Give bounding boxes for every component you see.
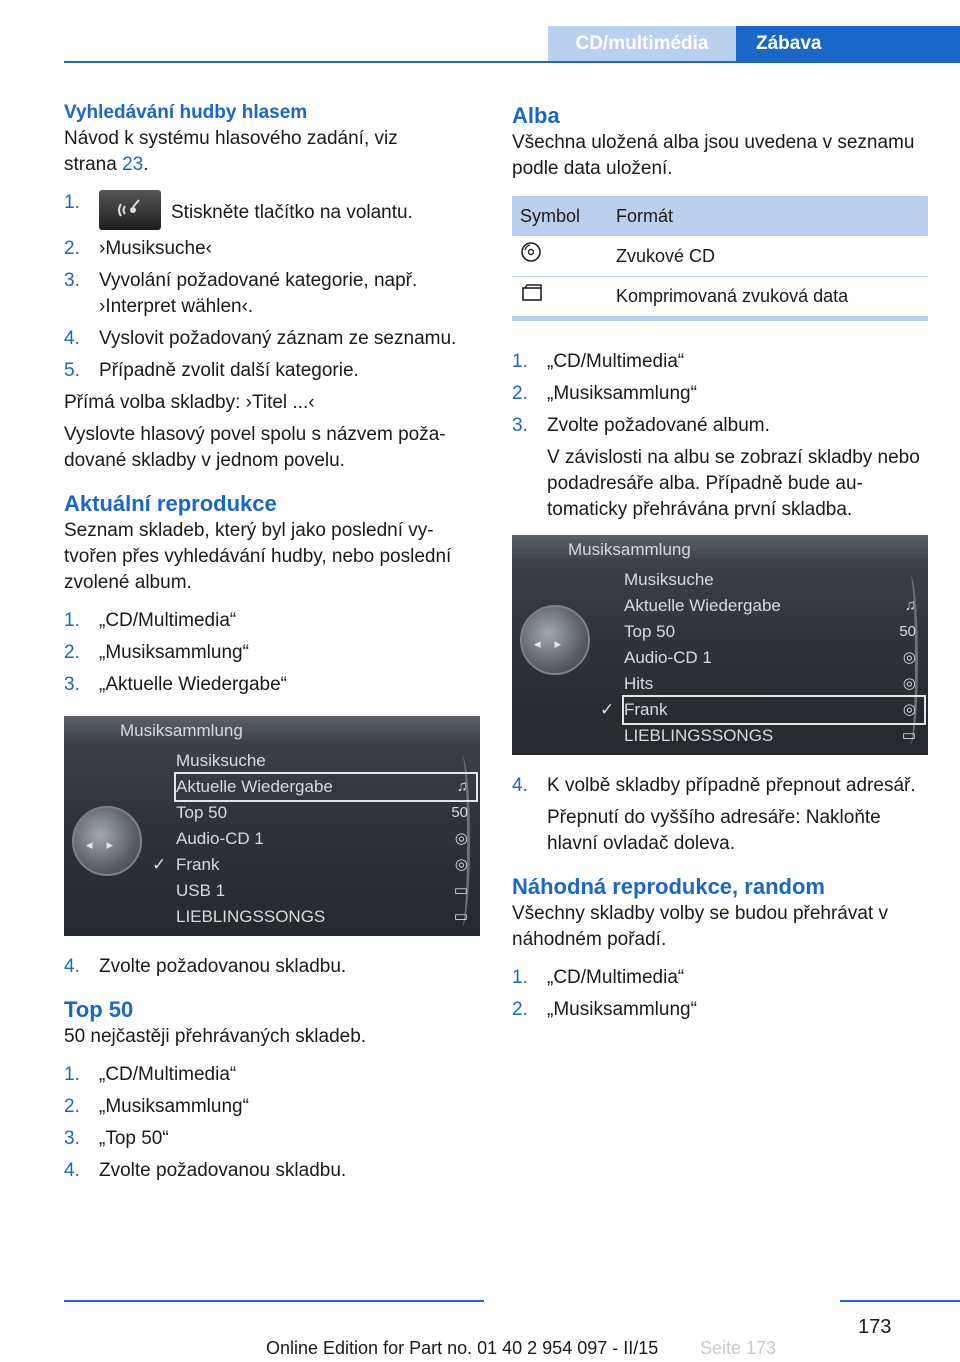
section-tab[interactable]: CD/multimédia xyxy=(548,26,736,62)
left-column xyxy=(64,100,480,1190)
menu-row: Top 50 50 xyxy=(176,803,468,822)
list-item: 4. Zvolte požadovanou skladbu. xyxy=(64,956,347,977)
menu-row: LIEBLINGSSONGS ▭ xyxy=(624,725,916,745)
menu-row: ✓ Frank ◎ xyxy=(152,855,468,874)
list-item: 3. Zvolte požadované album. V závislosti na albu se zobrazí skladby nebo podadresáře alba. Případně bude automaticky přehrávána první skladba. xyxy=(512,414,920,520)
menu-row: USB 1 ▭ xyxy=(176,881,468,900)
idrive-screenshot: Musiksammlung ◂▸ Musiksuche Aktuelle Wiedergabe ♫ Top 50 50 Audio-CD 1 ◎ Hits ◎ ✓ Frank ◎ LIEBLINGSSONGS ▭ xyxy=(512,535,928,755)
list-item: 4. Zvolte požadovanou skladbu. xyxy=(64,1160,347,1181)
voice-heading: Vyhledávání hudby hlasem xyxy=(64,102,308,123)
album-step-4 xyxy=(512,773,928,857)
list-item: 1. Stiskněte tlačítko na volantu. xyxy=(64,190,480,230)
list-item: 1. „CD/Multimedia“ xyxy=(64,1064,237,1085)
direct-title: Přímá volba skladby: ›Titel ...‹ xyxy=(64,392,315,413)
list-item: 4. K volbě skladby případně přepnout adresář. Přepnutí do vyššího adresáře: Nakloňte hlavní ovladač doleva. xyxy=(512,774,916,854)
list-item: 2. „Musiksammlung“ xyxy=(64,1096,249,1117)
menu-row: Audio-CD 1 ◎ xyxy=(624,647,916,667)
list-item: 2. ›Musiksuche‹ xyxy=(64,238,212,259)
table-row: Zvukové CD xyxy=(512,236,928,276)
screen-title: Musiksammlung xyxy=(120,721,243,740)
list-item: 3. „Aktuelle Wiedergabe“ xyxy=(64,674,287,695)
list-item: 2. „Musiksammlung“ xyxy=(512,382,697,404)
random-heading: Náhodná reprodukce, random xyxy=(512,873,825,899)
top-steps xyxy=(64,1062,480,1184)
direct-text: Vyslovte hlasový povel spolu s názvem požadované skladby v jednom povelu. xyxy=(64,424,446,471)
table-header-symbol: Symbol xyxy=(512,196,608,236)
chapter-tab[interactable]: Zábava xyxy=(736,26,960,62)
table-header-format: Formát xyxy=(608,196,928,236)
album-steps xyxy=(512,349,928,523)
album-heading: Alba xyxy=(512,103,560,128)
list-item: 1. „CD/Multimedia“ xyxy=(64,610,237,631)
voice-button-icon xyxy=(99,190,161,230)
menu-row: Musiksuche xyxy=(176,751,266,770)
page-link[interactable]: 23 xyxy=(122,154,144,175)
current-text: Seznam skladeb, který byl jako poslední vytvořen přes vyhledávání hudby, nebo poslední zvolené album. xyxy=(64,520,452,593)
album-text: Všechna uložená alba jsou uvedena v seznamu podle data uložení. xyxy=(512,132,915,179)
current-step-4 xyxy=(64,954,480,980)
screen-title: Musiksammlung xyxy=(568,539,691,559)
header-divider xyxy=(64,61,960,63)
symbol-table xyxy=(512,196,928,321)
list-item: 2. „Musiksammlung“ xyxy=(512,998,697,1020)
menu-row: Musiksuche xyxy=(624,569,714,589)
menu-row: Aktuelle Wiedergabe ♫ xyxy=(624,595,916,615)
list-item: 5. Případně zvolit další kategorie. xyxy=(64,360,359,381)
watermark: Seite 173 xyxy=(700,1338,777,1358)
top-text: 50 nejčastěji přehrávaných skladeb. xyxy=(64,1026,367,1047)
idrive-screenshot: Musiksammlung ◂▸ Musiksuche Aktuelle Wiedergabe ♫ Top 50 50 Audio-CD 1 ◎ ✓ Frank ◎ USB 1 ▭ LIEBLINGSSONGS ▭ xyxy=(64,716,480,936)
menu-row: Audio-CD 1 ◎ xyxy=(176,829,468,848)
current-steps xyxy=(64,608,480,698)
menu-row-selected: Aktuelle Wiedergabe ♫ xyxy=(176,774,476,800)
random-text: Všechny skladby volby se budou přehrávat v náhodném pořadí. xyxy=(512,902,888,950)
menu-row: LIEBLINGSSONGS ▭ xyxy=(176,907,468,926)
menu-row-selected: ✓ Frank ◎ xyxy=(624,697,924,723)
list-item: 3. Vyvolání požadované kategorie, např. ›Interpret wählen‹. xyxy=(64,270,418,317)
random-steps xyxy=(512,965,928,1023)
top-heading: Top 50 xyxy=(64,997,134,1022)
edition-note: Online Edition for Part no. 01 40 2 954 097 - II/15 xyxy=(266,1338,659,1358)
footer-divider xyxy=(64,1300,484,1302)
voice-steps xyxy=(64,190,480,384)
list-item: 4. Vyslovit požadovaný záznam ze seznamu. xyxy=(64,328,457,349)
cd-icon xyxy=(520,247,542,267)
menu-row: Top 50 50 xyxy=(624,621,916,641)
list-item: 3. „Top 50“ xyxy=(64,1128,169,1149)
right-column xyxy=(512,100,928,1029)
page-number: 173 xyxy=(858,1316,892,1338)
footer-divider xyxy=(840,1300,960,1302)
voice-intro: Návod k systému hlasového zadání, viz strana 23. xyxy=(64,128,398,175)
list-item: 1. „CD/Multimedia“ xyxy=(512,966,685,988)
current-heading: Aktuální reprodukce xyxy=(64,491,277,516)
table-row: Komprimovaná zvuková data xyxy=(512,276,928,316)
list-item: 2. „Musiksammlung“ xyxy=(64,642,249,663)
menu-row: Hits ◎ xyxy=(624,673,916,693)
list-item: 1. „CD/Multimedia“ xyxy=(512,350,685,372)
folder-icon xyxy=(520,288,544,308)
